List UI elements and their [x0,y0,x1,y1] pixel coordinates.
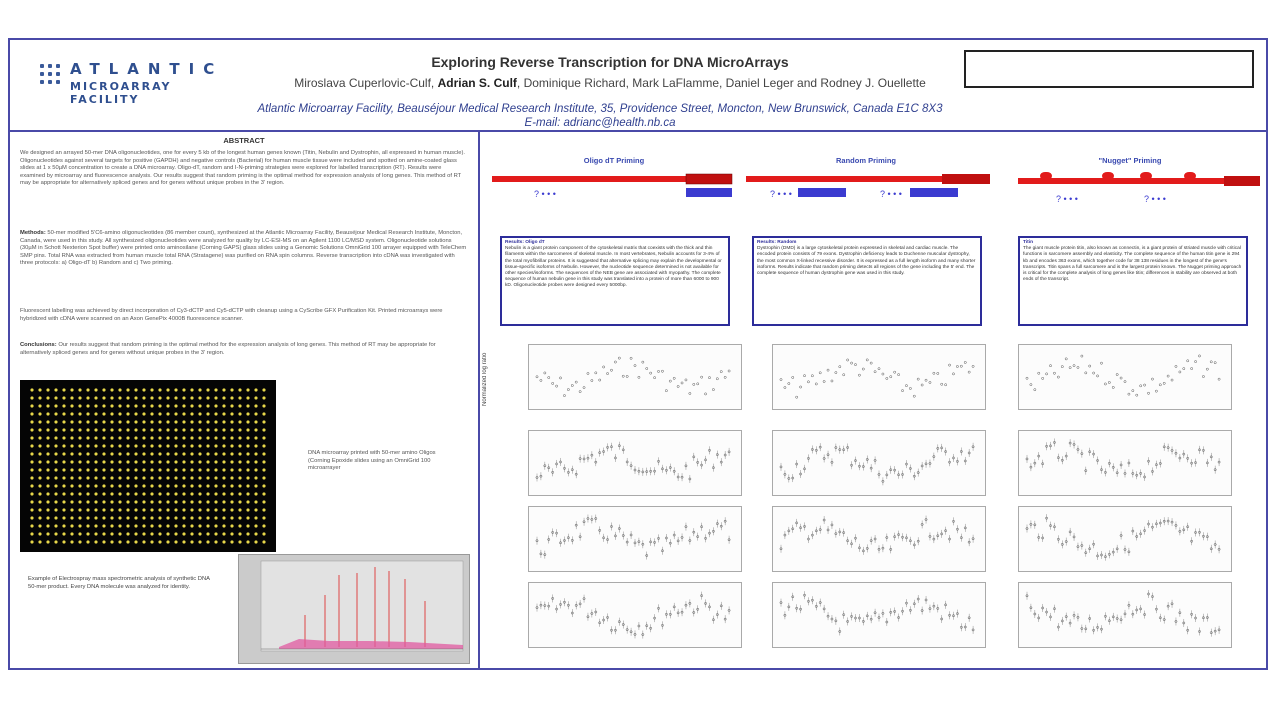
svg-text:? • • •: ? • • • [534,189,556,199]
email-line: E-mail: adrianc@health.nb.ca [524,117,676,129]
conclusion-text: Our results suggest that random priming is the optimal method for the expression analysis of long genes. This method of RT may be appropriate for alternatively spliced genes and for genes without unique probes in the 3' region. [20,342,436,356]
result-box-nugget [1018,236,1248,326]
abstract-heading: ABSTRACT [223,136,265,145]
svg-text:? • • •: ? • • • [880,189,902,199]
fluorescence-text: Fluorescent labelling was achieved by direct incorporation of Cy3-dCTP and Cy5-dCTP with cleanup using a CyScribe GFX Purification Kit. Printed microarrays were hybridized with cDNA were scanned on an Axon GenePix 4000B fluorescence scanner. [20,308,443,322]
authors-bold: Adrian S. Culf [437,76,517,90]
col-title-nugget: "Nugget" Priming [1098,156,1162,165]
logo-dots-icon [40,64,62,88]
result-plot [1018,430,1232,496]
result-plot [1018,582,1232,648]
col-title-oligo-dt: Oligo dT Priming [583,156,645,165]
result-box-heading: Titin [1023,240,1034,245]
header-blank-box [964,50,1254,88]
mass-spec-caption: Example of Electrospray mass spectrometric analysis of synthetic DNA 50-mer product. Every DNA molecule was analyzed for identity. [28,576,210,590]
result-box-heading: Results: Random [757,240,797,245]
result-plot [1018,506,1232,572]
methods-label: Methods: [20,230,46,236]
poster-affiliation [180,102,1020,130]
poster-authors [230,76,990,90]
col-title-random: Random Priming [835,156,896,165]
svg-text:? • • •: ? • • • [1056,194,1078,204]
conclusion-paragraph [20,342,468,357]
abstract-text: We designed an arrayed 50-mer DNA oligonucleotides, one for every 5 kb of the longest human genes known (Titin, Nebulin and Dystrophin, all expressed in human muscle). Oligonucleotides against several targets for positive (GAPDH) and negative controls (Bacterial) for human muscle tissue were included and spotted on amine-coated glass slides at 1 x 50µM concentration to create a DNA microarray. Oligo-dT, random and I-N-priming strategies were explored for labelled transcription (RT). Results were examined by microarray and fluorescence analysis. Our results suggest that random priming is the optimal method for expression analysis of long genes. This method of RT may be appropriate for alternatively spliced genes and for genes without unique probes in the 3' region. [20,150,465,187]
authors-post: , Dominique Richard, Mark LaFlamme, Daniel Leger and Rodney J. Ouellette [516,76,926,90]
poster [8,38,1268,670]
result-plot [528,582,742,648]
result-box-text: Dystrophin (DMD) is a large cytoskeletal protein expressed in skeletal and cardiac muscle. The encoded protein consists of 79 exons. Dystrophin deficiency leads to Duchenne muscular dystrophy, the most common X-linked recessive disorder. It is expressed as a full length isoform and many shorter isoforms. Results indicate that random priming detects all regions of the gene including the 5' end. The complete sequence of human dystrophin gene was used in this study. [757,246,976,277]
methods-paragraph [20,230,468,268]
logo-line2: MICROARRAY FACILITY [70,80,172,106]
priming-diagrams [480,172,1266,208]
result-box-text: The giant muscle protein titin, also known as connectin, is a giant protein of striated muscle with critical functions in sarcomere assembly and elasticity. The complete sequence of the human titin gene is 294 kb and encodes 363 exons, which together code for 38 138 residues in the longest of the gene's transcripts. Titin spans a full sarcomere and is the largest protein known. The Nugget priming approach is critical for the complete analysis of long genes like titin; differences in stability are observed at both ends of the transcript. [1023,246,1242,283]
result-box-random [752,236,982,326]
authors-pre: Miroslava Cuperlovic-Culf, [294,76,438,90]
right-panel [480,132,1266,668]
result-plot [528,344,742,410]
result-plot [528,430,742,496]
plot-ylabel: Normalized log ratio [482,352,488,406]
result-box-heading: Results: Oligo dT [505,240,545,245]
result-box-text: Nebulin is a giant protein component of the cytoskeletal matrix that coexists with the thick and thin filaments within the sarcomeres of skeletal muscle. In most vertebrates, Nebulin accounts for 3-4% of the total myofibrillar proteins. It is suggested that alternative splicing may explain the developmental or tissue-specific isoforms of Nebulin. However, the nucleotide sequence determined is not available for other species/isoforms. The sequences of the NEB gene are associated with myopathy. The complete sequence of human nebulin gene in this study was translated into a protein of more than 6000 to 900 kD. Oligonucleotide probes were designed every 5000bp. [505,246,722,289]
svg-text:? • • •: ? • • • [1144,194,1166,204]
result-plot [772,430,986,496]
svg-text:? • • •: ? • • • [770,189,792,199]
result-plot [772,506,986,572]
result-plot [772,582,986,648]
result-plot [772,344,986,410]
affiliation-line: Atlantic Microarray Facility, Beauséjour Medical Research Institute, 35, Providence Street, Moncton, New Brunswick, Canada E1C 8X3 [257,103,943,115]
result-box-oligo-dt [500,236,730,326]
result-plot [1018,344,1232,410]
microarray-image [20,380,276,552]
poster-header [10,40,1266,132]
facility-logo [40,60,230,104]
methods-text: 50-mer modified 5'C6-amino oligonucleotides (86 member count), synthesized at the Atlantic Microarray Facility, Beauséjour Medical Research Institute, Moncton, Canada, were used in this study. All synthesized oligonucleotides were analyzed for quality by LC-ESI-MS on an Agilent 1100 LC/MSD system. Oligonucleotide solutions (30µM in Schott Nexterion Spot buffer) were printed onto aminosilane (Corning GAPS) glass slides using a Genomic Solutions OmniGrid 100 arrayer equipped with TeleChem SMP pins. Total RNA was extracted from human muscle total RNA (Stratagene) was purified on RNA spin columns. Reverse transcription into cDNA was investigated with three protocols: a) Oligo-dT b) Random and c) Two priming. [20,230,467,267]
logo-line1: ATLANTIC [70,60,224,78]
mass-spectrum-figure [238,554,470,664]
microarray-caption: DNA microarray printed with 50-mer amino Oligos (Corning Epoxide slides using an OmniGrid 100 microarrayer [308,450,436,471]
left-panel [10,132,480,668]
result-plot [528,506,742,572]
conclusion-label: Conclusions: [20,342,57,348]
poster-title: Exploring Reverse Transcription for DNA MicroArrays [431,54,789,70]
